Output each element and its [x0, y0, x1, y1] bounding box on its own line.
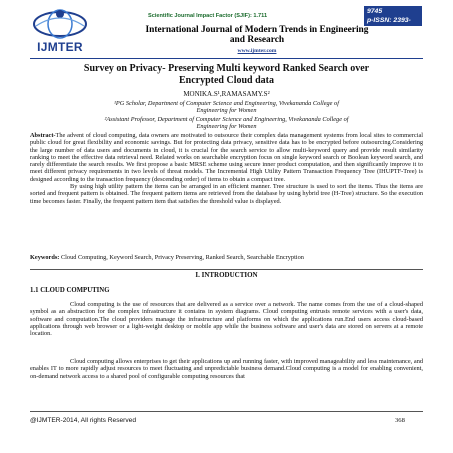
paper-title: [40, 63, 413, 86]
logo-emblem-icon: [30, 6, 90, 40]
abstract-para-1-text: The advent of cloud computing, data owners are motivated to outsource their complex data management systems from local sites to commercial public cloud for great flexibility and economic savings. But for protecting data privacy, sensitive data has to be encrypted before outsourcing.Considering the large number of data users and documents in cloud, it is crucial for the search service to allow multi-keyword query and provide result similarity ranking to meet the effective data retrieval need. Related works on searchable encryption focus on single keyword search or Boolean keyword search, and rarely differentiate the search results. We first propose a basic MRSE scheme using secure inner product computation, and then significantly improve it to meet different privacy requirements in two levels of threat models. The Incremental High Utility Pattern Transaction Frequency Tree (IHUPTF-Tree) is designed according to the transaction frequency (descending order) of items to obtain a compact tree.: [30, 132, 423, 183]
page-number: 368: [395, 417, 405, 424]
footer-copyright: @IJMTER-2014, All rights Reserved: [30, 417, 137, 424]
keywords-rule: [30, 269, 423, 270]
journal-title-line1: International Journal of Modern Trends in Engineering: [145, 25, 369, 35]
paper-authors: MONIKA.S¹,RAMASAMY.S²: [183, 90, 270, 98]
keywords-label: Keywords:: [30, 254, 60, 261]
logo-text: IJMTER: [37, 40, 83, 54]
journal-title-line2: and Research: [229, 35, 285, 45]
eissn: e-ISSN: 2349-9745: [367, 0, 411, 15]
issn-box: [364, 0, 422, 33]
journal-header: [30, 0, 422, 58]
pissn: p-ISSN: 2393-8161: [367, 17, 411, 33]
intro-para-1: Cloud computing is the use of resources that are delivered as a service over a network. The name comes from the use of a cloud-shaped symbol as an abstraction for the complex infrastructure it contains in system diagrams. Cloud computing entrusts remote services with a user's data, software and computation.The cloud providers manage the infrastructure and platforms on which the applications run.End users access cloud-based applications through web browser or a light-weight desktop or mobile app while the business software and user's data are stored on servers at a remote location.: [30, 301, 423, 338]
impact-factor: Scientific Journal Impact Factor (SJIF): 1.711: [148, 13, 268, 19]
abstract-label: Abstract-: [30, 132, 56, 139]
affiliation-1-line2: Engineering for Women: [196, 107, 257, 115]
abstract-para-2: By using high utility pattern the items can be arranged in an efficient manner. Tree structure is used to sort the items. Thus the items are sorted and frequent pattern is obtained. The frequent pattern items are retrieved from the database by using hybrid tree (H-Tree) structure. So the execution time becomes faster. Finally, the frequent pattern item that satisfies the threshold value is displayed.: [30, 183, 423, 205]
affiliation-2-line2: Engineering for Women: [196, 123, 257, 131]
affiliation-1: [40, 100, 413, 115]
journal-title: [92, 25, 422, 45]
keywords: [30, 254, 423, 261]
abstract-para-1: [30, 132, 423, 183]
abstract: [30, 132, 423, 205]
subsection-heading-cloud-computing: 1.1 CLOUD COMPUTING: [30, 287, 110, 294]
affiliation-1-line1: ¹PG Scholar, Department of Computer Science and Engineering, Vivekananda College of: [114, 100, 339, 107]
footer-rule: [30, 411, 423, 412]
paper-title-line1: Survey on Privacy- Preserving Multi keyword Ranked Search over: [83, 63, 370, 74]
keywords-text: Cloud Computing, Keyword Search, Privacy Preserving, Ranked Search, Searchable Encryption: [60, 254, 304, 261]
paper-title-line2: Encrypted Cloud data: [178, 74, 274, 86]
section-heading-introduction: I. INTRODUCTION: [195, 271, 258, 279]
header-rule: [30, 58, 423, 59]
journal-logo: [30, 6, 90, 52]
affiliation-2: [40, 116, 413, 131]
affiliation-2-line1: ²Assistant Professor, Department of Computer Science and Engineering, Vivekananda College of: [104, 116, 349, 123]
intro-para-2: Cloud computing allows enterprises to get their applications up and running faster, with improved manageability and less maintenance, and enables IT to more rapidly adjust resources to meet fluctuating and unpredictable business demand.Cloud computing is a model for enabling convenient, on-demand network access to a shared pool of configurable computing resources that: [30, 358, 423, 380]
journal-url-link[interactable]: www.ijmter.com: [237, 48, 277, 54]
